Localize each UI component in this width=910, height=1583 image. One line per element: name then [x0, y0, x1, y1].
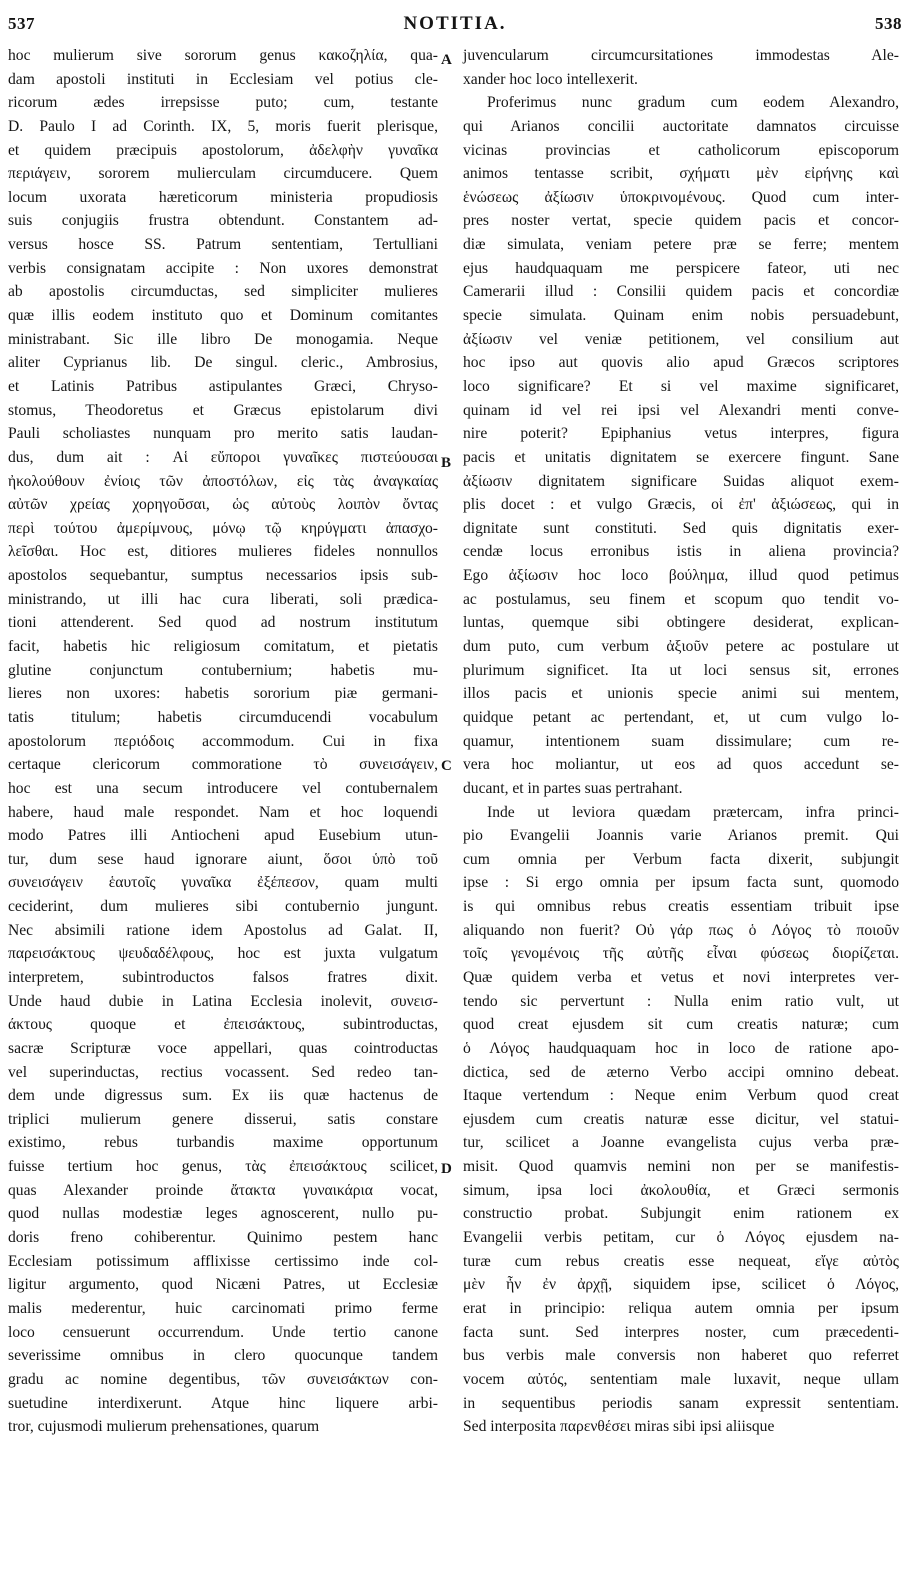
text-line: hoc ipso aut quovis alio apud Græcos scriptores [463, 354, 899, 372]
text-line: ducant, et in partes suas pertrahant. [463, 779, 683, 797]
text-line: hoc est una secum introducere vel contubernalem [8, 779, 438, 797]
text-line: quas Alexander proinde ἄτακτα γυναικάρια vocat, [8, 1181, 438, 1199]
text-line: ministrabant. Sic ille libro De monogamia. Neque [8, 330, 438, 348]
text-line: bus verbis male conversis non haberet quo referret [463, 1347, 899, 1365]
text-line: περιάγειν, sororem mulierculam circumducere. Quem [8, 165, 438, 183]
text-line: stomus, Theodoretus et Græcus epistolarum divi [8, 401, 438, 419]
text-line: dam apostoli instituti in Ecclesiam vel potius cle- [8, 70, 438, 88]
text-line: αὐτῶν χρείας χορηγοῦσαι, ὡς αὐτοὺς λοιπὸν ὄντας [8, 496, 438, 514]
text-line: qui Arianos concilii auctoritate damnatos circuisse [463, 117, 899, 135]
margin-marker-a: A [441, 52, 452, 68]
margin-marker-c: C [441, 758, 452, 774]
text-line: D. Paulo I ad Corinth. IX, 5, moris fuerit plerisque, [8, 117, 438, 135]
text-line: ab apostolis circumductas, sed simpliciter mulieres [8, 283, 438, 301]
text-line: άκτους quoque et ἐπεισάκτους, subintroductas, [8, 1016, 438, 1034]
text-line: doris freno cohiberentur. Quinimo pestem hanc [8, 1229, 438, 1247]
text-line: pio Evangelii Joannis varie Arianos premit. Qui [463, 827, 899, 845]
text-line: verbis consignatam accipite : Non uxores demonstrat [8, 259, 438, 277]
text-line: hoc mulierum sive sororum genus κακοζηλία, qua- [8, 47, 438, 64]
text-line: dignitate sunt constituti. Sed quis dignitatis exer- [463, 519, 899, 537]
text-line: tur, dum sese haud ignorare aiunt, ὅσοι ὑπὸ τοῦ [8, 850, 438, 868]
text-line: facta sunt. Sed interpres noster, cum præcedenti- [463, 1323, 899, 1341]
text-line: existimo, rebus turbandis maxime opportunum [8, 1134, 438, 1152]
text-line: Camerarii illud : Consilii quidem pacis et concordiæ [463, 283, 899, 301]
text-line: erat in principio: reliqua autem omnia per ipsum [463, 1299, 899, 1317]
text-line: dictica, sed de æterno Verbo accipi omnino debeat. [463, 1063, 899, 1081]
text-line: nire poterit? Epiphanius vetus interpres, figura [463, 425, 899, 443]
text-line: tendo sic pervertunt : Nulla enim ratio vult, ut [463, 992, 899, 1010]
text-line: ministrando, ut illi hac cura liberati, soli prædica- [8, 590, 438, 608]
text-line: pres noster vertat, specie quidem pacis et concor- [463, 212, 899, 230]
text-line: versus hosce SS. Patrum sententiam, Tertulliani [8, 236, 438, 254]
text-line: et Latinis Patribus astipulantes Græci, Chryso- [8, 377, 438, 395]
text-line: quidque petant ac pertendant, et, ut cum vulgo lo- [463, 708, 899, 726]
text-line: plis docet : et vulgo Græcis, οἱ ἐπ' ἀξιώσεως, qui in [463, 496, 899, 514]
text-line: τοῖς γενομένοις τῆς αὐτῆς εἶναι φύσεως διορίζεται. [463, 945, 899, 963]
text-line: Sed interposita παρενθέσει miras sibi ipsi aliisque [463, 1418, 775, 1436]
text-line: juvencularum circumcursitationes immodestas Ale- [463, 47, 899, 64]
text-line: triplici mulierum genere disserui, satis constare [8, 1110, 438, 1128]
text-line: ipse : Si ergo omnia per ipsum facta sunt, quomodo [463, 874, 899, 892]
text-line: ceciderint, dum mulieres sibi contubernio jungunt. [8, 898, 438, 916]
text-line: Unde haud dubie in Latina Ecclesia inolevit, συνεισ- [8, 992, 438, 1010]
text-line: Inde ut leviora quædam prætercam, infra princi- [487, 803, 899, 821]
text-line: apostolorum περιόδοις accommodum. Cui in fixa [8, 732, 438, 750]
text-line: loco censuerunt occurrendum. Unde tertio canone [8, 1323, 438, 1341]
text-line: lieres non uxores: habetis sororium piæ germani- [8, 685, 438, 703]
text-line: certaque clericorum commoratione τὸ συνεισάγειν, [8, 756, 438, 774]
text-line: tioni attenderent. Sed quod ad nostrum institutum [8, 614, 438, 632]
text-line: constructio probat. Subjungit enim rationem ex [463, 1205, 899, 1223]
text-line: vocem αὐτός, sententiam male luxavit, neque ullam [463, 1370, 899, 1388]
page-header [0, 6, 910, 36]
text-line: aliter Cyprianus lib. De singul. cleric., Ambrosius, [8, 354, 438, 372]
text-line: ἀξίωσιν vel veniæ petitionem, vel consilium aut [463, 330, 899, 348]
text-line: glutine conjunctum contubernium; habetis mu- [8, 661, 438, 679]
text-line: cendæ locus erronibus istis in aliena provincia? [463, 543, 899, 561]
text-line: tur, scilicet a Joanne evangelista cujus verba præ- [463, 1134, 899, 1152]
text-line: is qui omnibus rebus creatis essentiam tribuit ipse [463, 898, 899, 916]
text-line: sacræ Scripturæ voce appellari, quas cointroductas [8, 1039, 438, 1057]
text-line: quod nullas modestiæ leges agnoscerent, nullo pu- [8, 1205, 438, 1223]
text-line: illos pacis et unionis specie animi sui mentem, [463, 685, 899, 703]
text-line: xander hoc loco intellexerit. [463, 70, 638, 88]
text-line: quamur, intentionem suam dissimulare; cum re- [463, 732, 899, 750]
text-line: συνεισάγειν ἑαυτοῖς γυναῖκα ἐξέπεσον, quam multi [8, 874, 438, 892]
text-line: quod creat ejusdem sit cum creatis naturæ; cum [463, 1016, 899, 1034]
text-line: turæ cum rebus creatis esse nequeat, εἴγε αὐτὸς [463, 1252, 899, 1270]
text-line: ἑνώσεως ἀξίωσιν ὑποκρινομένους. Quod cum inter- [463, 188, 899, 206]
text-line: misit. Quod quamvis nemini non per se manifestis- [463, 1158, 899, 1176]
text-line: malis mederentur, huic carcinomati primo ferme [8, 1299, 438, 1317]
text-line: plurimum significet. Ita ut loci sensus sit, errones [463, 661, 899, 679]
text-line: μὲν ἦν ἐν ἀρχῇ, siquidem ipse, scilicet ὁ Λόγος, [463, 1276, 899, 1294]
text-line: Ecclesiam potissimum afflixisse certissimo inde col- [8, 1252, 438, 1270]
text-line: ἠκολούθουν ἐνίοις τῶν ἀποστόλων, εἰς τὰς ἀναγκαίας [8, 472, 438, 490]
text-line: λεῖσθαι. Hoc est, ditiores mulieres fideles nonnullos [8, 543, 438, 561]
text-line: ejus haudquaquam me perspicere fateor, uti nec [463, 259, 899, 277]
text-line: gradu ac nomine degentibus, τῶν συνεισάκτων con- [8, 1370, 438, 1388]
text-line: habere, haud male respondet. Nam et hoc loquendi [8, 803, 438, 821]
text-line: severissime omnibus in clero quocunque tandem [8, 1347, 438, 1365]
text-line: locum uxorata hæreticorum ministeria propudiosis [8, 188, 438, 206]
text-line: facit, habetis hic religiosum comitatum, et pietatis [8, 638, 438, 656]
text-line: Ego ἀξίωσιν hoc loco βούλημα, illud quod petimus [463, 567, 899, 585]
text-line: tror, cujusmodi mulierum prehensationes, quarum [8, 1418, 320, 1436]
text-line: diæ simulata, veniam petere præ se ferre; mentem [463, 236, 899, 254]
text-line: παρεισάκτους ψευδαδέλφους, hoc est juxta vulgatum [8, 945, 438, 963]
text-line: simum, ipsa loci ἀκολουθία, et Græci sermonis [463, 1181, 899, 1199]
text-line: περὶ τούτου ἀμερίμνους, μόνῳ τῷ κηρύγματι ἀπασχο- [8, 519, 438, 537]
text-line: ὁ Λόγος haudquaquam hoc in loco de ratione apo- [463, 1039, 899, 1057]
text-line: animos tentasse scribit, σχήματι μὲν εἰρήνης καὶ [463, 165, 899, 183]
text-line: ejusdem cum creatis naturæ esse dicitur, vel statui- [463, 1110, 899, 1128]
text-line: vicinas provincias et catholicorum episcoporum [463, 141, 899, 159]
text-line: pacis et unitatis dignitatem se exercere fingunt. Sane [463, 448, 899, 466]
margin-marker-b: B [441, 455, 452, 471]
text-line: luntas, quemque sibi obtingere desiderat, explican- [463, 614, 899, 632]
text-line: loco significare? Et si vel maxime significaret, [463, 377, 899, 395]
text-line: tatis titulum; habetis circumducendi vocabulum [8, 708, 438, 726]
text-line: ἀξίωσιν dignitatem significare Suidas aliquot exem- [463, 472, 899, 490]
text-line: fuisse tertium hoc genus, τὰς ἐπεισάκτους scilicet, [8, 1158, 438, 1176]
text-line: modo Patres illi Antiocheni apud Eusebium utun- [8, 827, 438, 845]
text-line: interpretem, subintroductos falsos fratres dixit. [8, 968, 438, 986]
text-line: Itaque vertendum : Neque enim Verbum quod creat [463, 1087, 899, 1105]
text-line: dum puto, cum verbum ἀξιοῦν petere ac postulare ut [463, 638, 899, 656]
left-column [8, 44, 438, 1439]
text-line: aliquando non fuerit? Οὐ γάρ πως ὁ Λόγος τὸ ποιοῦν [463, 921, 899, 939]
text-line: specie simulata. Quinam enim nobis persuadebunt, [463, 307, 899, 325]
text-line: Nec absimili ratione idem Apostolus ad Galat. II, [8, 921, 438, 939]
text-line: Proferimus nunc gradum cum eodem Alexandro, [487, 94, 899, 112]
page-number-left: 537 [8, 14, 35, 33]
running-title: NOTITIA. [403, 13, 507, 34]
text-line: vel superinductas, rectius vocassent. Sed redeo tan- [8, 1063, 438, 1081]
text-line: ac postulamus, seu finem et scopum quo tendit vo- [463, 590, 899, 608]
margin-marker-d: D [441, 1161, 452, 1177]
text-line: dem unde digressus sum. Ex iis quæ hactenus de [8, 1087, 438, 1105]
text-line: Evangelii verbis petitam, cur ὁ Λόγος ejusdem na- [463, 1229, 899, 1247]
text-line: apostolos sequebantur, sumptus necessarios ipsis sub- [8, 567, 438, 585]
text-line: suetudine interdixerunt. Atque hinc liquere arbi- [8, 1394, 438, 1412]
text-line: cum omnia per Verbum facta dixerit, subjungit [463, 850, 899, 868]
text-line: vera hoc moliantur, ut eos ad quos accedunt se- [463, 756, 899, 774]
text-line: ligitur argumento, quod Nicæni Patres, ut Ecclesiæ [8, 1276, 438, 1294]
text-line: Quæ quidem verba et vetus et novi interpretes ver- [463, 968, 899, 986]
page-number-right: 538 [875, 14, 902, 33]
text-line: dus, dum ait : Αἱ εὔποροι γυναῖκες πιστεύουσαι [8, 448, 438, 466]
text-line: et quidem præcipuis apostolorum, ἀδελφὴν γυναῖκα [8, 141, 438, 159]
text-line: quinam id vel rei ipsi vel Alexandri menti conve- [463, 401, 899, 419]
text-line: suis conjugiis frustra obtendunt. Constantem ad- [8, 212, 438, 230]
right-column [463, 44, 899, 1439]
text-line: in sequentibus periodis sanam expressit sententiam. [463, 1394, 899, 1412]
text-line: quæ illis eodem instituto quo et Dominum comitantes [8, 307, 438, 325]
text-line: ricorum ædes irrepsisse puto; cum, testante [8, 94, 438, 112]
text-line: Pauli scholiastes nunquam pro merito satis laudan- [8, 425, 438, 443]
